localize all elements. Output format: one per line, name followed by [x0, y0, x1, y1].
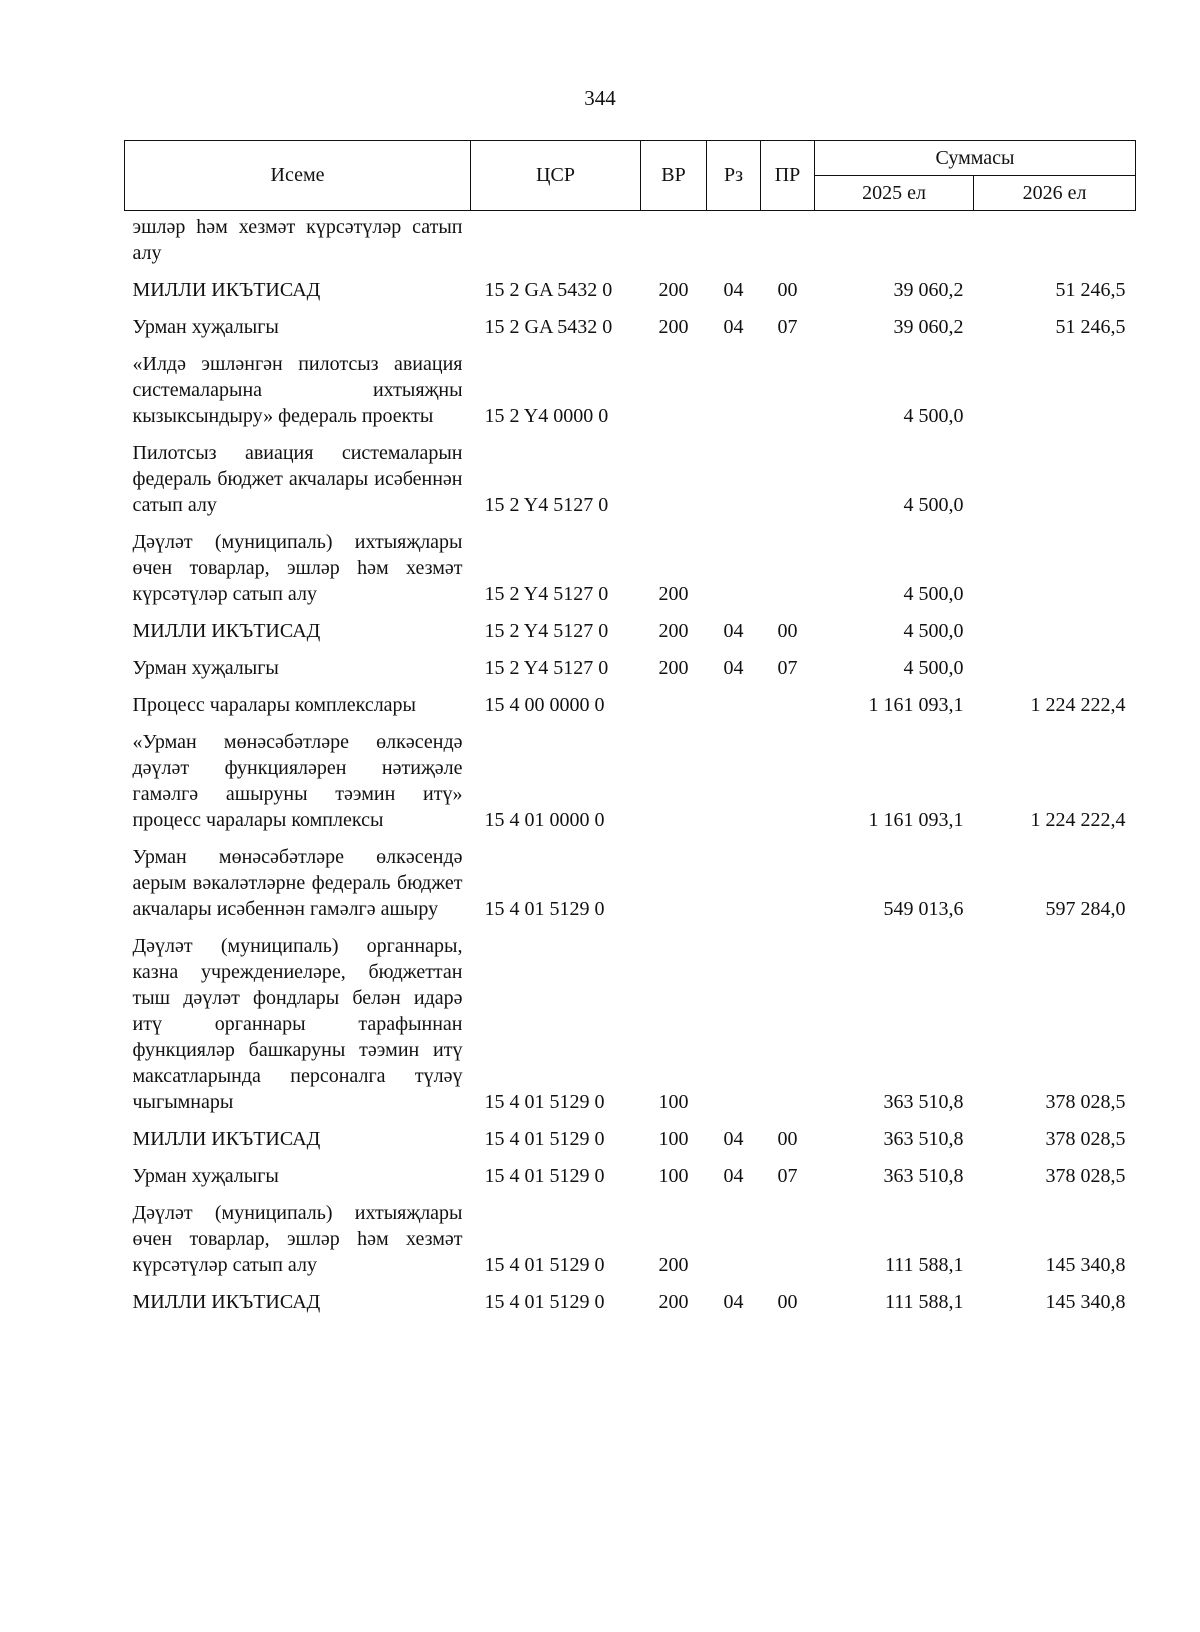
- cell-name: Пилотсыз авиация системаларын федераль бюджет акчалары исәбеннән сатып алу: [132, 442, 463, 516]
- cell-sum-2026: 378 028,5: [1045, 1091, 1126, 1113]
- cell-csr: 15 4 01 0000 0: [484, 809, 605, 831]
- cell-csr: 15 2 Y4 5127 0: [484, 657, 609, 679]
- cell-sum-2025: 363 510,8: [883, 1091, 964, 1113]
- table-row: [125, 610, 1136, 647]
- cell-vr: 200: [658, 583, 689, 605]
- cell-pr: [761, 925, 815, 1118]
- table-body: [125, 211, 1136, 1319]
- cell-sum-2025: 4 500,0: [903, 657, 964, 679]
- cell-sum-2026: 378 028,5: [1045, 1165, 1126, 1187]
- cell-pr: [761, 432, 815, 521]
- cell-pr: 00: [777, 279, 798, 301]
- cell-vr: [641, 432, 707, 521]
- table-row: [125, 684, 1136, 721]
- cell-sum-2025: 363 510,8: [883, 1128, 964, 1150]
- cell-pr: 07: [777, 1165, 798, 1187]
- cell-vr: [641, 836, 707, 925]
- cell-csr: 15 4 01 5129 0: [484, 898, 605, 920]
- cell-name: «Илдә эшләнгән пилотсыз авиация системаларына ихтыяҗны кызыксындыру» федераль проекты: [132, 353, 463, 427]
- cell-csr: 15 4 01 5129 0: [484, 1291, 605, 1313]
- header-sums: Суммасы: [815, 141, 1136, 176]
- cell-csr: [471, 211, 641, 270]
- cell-name: Дәүләт (муниципаль) ихтыяҗлары өчен товарлар, эшләр һәм хезмәт күрсәтүләр сатып алу: [132, 1202, 463, 1276]
- cell-csr: 15 4 01 5129 0: [484, 1165, 605, 1187]
- cell-sum-2025: 111 588,1: [884, 1254, 964, 1276]
- cell-name: эшләр һәм хезмәт күрсәтүләр сатып алу: [132, 216, 463, 264]
- cell-name: «Урман мөнәсәбәтләре өлкәсендә дәүләт функцияләрен нәтиҗәле гамәлгә ашыруны тәэмин итү» процесс чаралары комплексы: [132, 731, 463, 831]
- cell-rz: 04: [723, 620, 744, 642]
- table-row: [125, 432, 1136, 521]
- cell-csr: 15 4 00 0000 0: [484, 694, 605, 716]
- cell-sum-2026: 51 246,5: [1055, 316, 1126, 338]
- table-row: [125, 1118, 1136, 1155]
- cell-vr: 200: [658, 316, 689, 338]
- cell-sum-2026: 1 224 222,4: [1030, 809, 1126, 831]
- cell-pr: [761, 684, 815, 721]
- table-row: [125, 647, 1136, 684]
- cell-csr: 15 2 Y4 5127 0: [484, 583, 609, 605]
- header-year-2025: 2025 ел: [815, 176, 974, 211]
- cell-rz: 04: [723, 279, 744, 301]
- cell-vr: 200: [658, 1254, 689, 1276]
- cell-vr: 100: [658, 1165, 689, 1187]
- cell-name: Урман хуҗалыгы: [132, 657, 279, 679]
- table-row: [125, 521, 1136, 610]
- header-vr: ВР: [641, 141, 707, 211]
- cell-vr: 200: [658, 279, 689, 301]
- cell-vr: 100: [658, 1091, 689, 1113]
- cell-sum-2026: 145 340,8: [1045, 1254, 1126, 1276]
- cell-sum-2025: 4 500,0: [903, 620, 964, 642]
- cell-rz: [707, 836, 761, 925]
- table-header: [125, 141, 1136, 211]
- cell-vr: [641, 684, 707, 721]
- cell-pr: 00: [777, 1128, 798, 1150]
- budget-table: [124, 140, 1136, 1318]
- cell-name: МИЛЛИ ИКЪТИСАД: [132, 279, 321, 301]
- cell-sum-2026: [974, 647, 1136, 684]
- table-row: [125, 211, 1136, 270]
- cell-sum-2025: 549 013,6: [883, 898, 964, 920]
- cell-sum-2026: 145 340,8: [1045, 1291, 1126, 1313]
- cell-pr: [761, 211, 815, 270]
- cell-sum-2026: [974, 521, 1136, 610]
- cell-sum-2026: [974, 211, 1136, 270]
- cell-sum-2025: 363 510,8: [883, 1165, 964, 1187]
- cell-rz: [707, 684, 761, 721]
- cell-sum-2025: 4 500,0: [903, 405, 964, 427]
- cell-csr: 15 4 01 5129 0: [484, 1091, 605, 1113]
- table-row: [125, 1192, 1136, 1281]
- cell-vr: 100: [658, 1128, 689, 1150]
- cell-pr: [761, 521, 815, 610]
- cell-sum-2026: 378 028,5: [1045, 1128, 1126, 1150]
- cell-pr: 07: [777, 657, 798, 679]
- cell-rz: [707, 925, 761, 1118]
- cell-sum-2026: [974, 343, 1136, 432]
- cell-sum-2026: [974, 432, 1136, 521]
- cell-rz: [707, 521, 761, 610]
- header-csr: ЦСР: [471, 141, 641, 211]
- cell-rz: [707, 1192, 761, 1281]
- cell-rz: [707, 343, 761, 432]
- cell-csr: 15 2 GA 5432 0: [484, 316, 613, 338]
- cell-sum-2025: 1 161 093,1: [868, 694, 964, 716]
- cell-name: МИЛЛИ ИКЪТИСАД: [132, 1291, 321, 1313]
- cell-vr: [641, 721, 707, 836]
- cell-name: МИЛЛИ ИКЪТИСАД: [132, 1128, 321, 1150]
- cell-name: Процесс чаралары комплекслары: [132, 694, 416, 716]
- cell-rz: 04: [723, 316, 744, 338]
- table-row: [125, 925, 1136, 1118]
- header-name: Исеме: [125, 141, 471, 211]
- cell-vr: 200: [658, 620, 689, 642]
- table-row: [125, 721, 1136, 836]
- cell-sum-2025: 4 500,0: [903, 583, 964, 605]
- table-row: [125, 836, 1136, 925]
- cell-rz: 04: [723, 657, 744, 679]
- table-row: [125, 306, 1136, 343]
- table-row: [125, 1155, 1136, 1192]
- cell-rz: 04: [723, 1165, 744, 1187]
- cell-vr: [641, 211, 707, 270]
- cell-pr: 00: [777, 1291, 798, 1313]
- cell-name: Дәүләт (муниципаль) ихтыяҗлары өчен товарлар, эшләр һәм хезмәт күрсәтүләр сатып алу: [132, 531, 463, 605]
- cell-sum-2025: 39 060,2: [893, 316, 964, 338]
- cell-sum-2026: 51 246,5: [1055, 279, 1126, 301]
- cell-rz: [707, 211, 761, 270]
- cell-rz: 04: [723, 1128, 744, 1150]
- header-year-2026: 2026 ел: [974, 176, 1136, 211]
- cell-csr: 15 2 Y4 0000 0: [484, 405, 609, 427]
- cell-csr: 15 2 Y4 5127 0: [484, 620, 609, 642]
- table-row: [125, 1281, 1136, 1318]
- cell-sum-2025: 4 500,0: [903, 494, 964, 516]
- cell-rz: [707, 432, 761, 521]
- cell-name: Дәүләт (муниципаль) органнары, казна учреждениеләре, бюджеттан тыш дәүләт фондлары белән идарә итү органнары тарафыннан функцияләр башкаруны тәэмин итү максатларында персоналга түләү чыгымнары: [132, 935, 463, 1113]
- cell-name: Урман хуҗалыгы: [132, 316, 279, 338]
- cell-name: МИЛЛИ ИКЪТИСАД: [132, 620, 321, 642]
- table-row: [125, 269, 1136, 306]
- cell-vr: [641, 343, 707, 432]
- table-row: [125, 343, 1136, 432]
- cell-sum-2025: [815, 211, 974, 270]
- cell-sum-2026: 1 224 222,4: [1030, 694, 1126, 716]
- cell-sum-2025: 39 060,2: [893, 279, 964, 301]
- cell-sum-2025: 1 161 093,1: [868, 809, 964, 831]
- cell-pr: [761, 343, 815, 432]
- cell-name: Урман хуҗалыгы: [132, 1165, 279, 1187]
- cell-sum-2026: 597 284,0: [1045, 898, 1126, 920]
- cell-csr: 15 2 Y4 5127 0: [484, 494, 609, 516]
- cell-csr: 15 2 GA 5432 0: [484, 279, 613, 301]
- cell-pr: [761, 836, 815, 925]
- cell-sum-2025: 111 588,1: [884, 1291, 964, 1313]
- cell-pr: 07: [777, 316, 798, 338]
- cell-vr: 200: [658, 1291, 689, 1313]
- cell-csr: 15 4 01 5129 0: [484, 1128, 605, 1150]
- cell-rz: [707, 721, 761, 836]
- cell-pr: [761, 721, 815, 836]
- cell-sum-2026: [974, 610, 1136, 647]
- cell-pr: 00: [777, 620, 798, 642]
- cell-pr: [761, 1192, 815, 1281]
- cell-csr: 15 4 01 5129 0: [484, 1254, 605, 1276]
- cell-rz: 04: [723, 1291, 744, 1313]
- header-pr: ПР: [761, 141, 815, 211]
- page-number: 344: [584, 86, 616, 110]
- cell-name: Урман мөнәсәбәтләре өлкәсендә аерым вәкаләтләрне федераль бюджет акчалары исәбеннән гамәлгә ашыру: [132, 846, 463, 920]
- header-rz: Рз: [707, 141, 761, 211]
- cell-vr: 200: [658, 657, 689, 679]
